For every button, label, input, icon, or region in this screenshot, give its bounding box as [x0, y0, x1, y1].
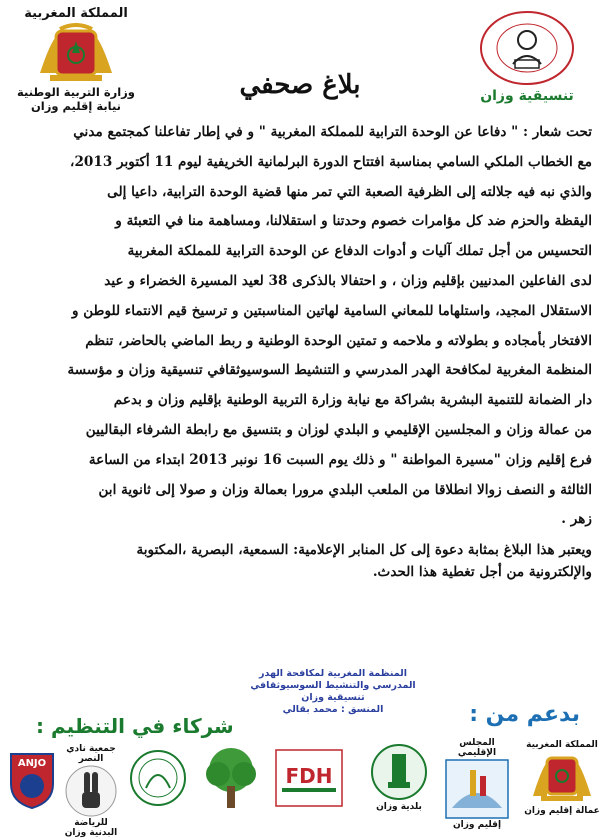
body-line: الثالثة و النصف زوالا انطلاقا من الملعب البلدي مرورا بعمالة وزان و صولا إلى ثانوية ابن: [98, 481, 592, 498]
ministry-header: [6, 6, 146, 113]
body-line: المنظمة المغربية لمكافحة الهدر المدرسي و التنشيط السوسيوثقافي تنسيقية وزان و مؤسسة: [67, 362, 592, 379]
council-logo-caption: إقليم وزان: [452, 820, 502, 830]
hand-peace-icon: [64, 764, 118, 818]
association-logo: [126, 748, 190, 808]
org-seal-icon: [477, 8, 577, 88]
anjo-logo: [6, 748, 58, 810]
municipality-logo: [364, 742, 434, 812]
provincial-council-logo: [440, 738, 514, 830]
municipality-logo-caption: بلدية وزان: [376, 802, 422, 812]
body-line: تحت شعار : " دفاعا عن الوحدة الترابية للمملكة المغربية " و في إطار تفاعلنا كمجتمع مدني: [73, 124, 592, 140]
ministry-office: نيابة إقليم وزان: [30, 99, 122, 113]
stamp-line: المنسق : محمد بقالي: [282, 704, 384, 715]
stamp-line: المدرسي والتنشيط السوسيوثقافي: [250, 680, 416, 691]
province-logo-caption: عمالة إقليم وزان: [524, 806, 600, 816]
body-line: والذي نبه فيه جلالته إلى الظرفية الصعبة التي تمر منها قضية الوحدة الترابية، داعيا إلى: [107, 183, 592, 200]
body-line: اليقظة والحزم ضد كل مؤامرات خصوم وحدتنا و استقلالنا، ومساهمة منا في التعبئة و: [115, 213, 592, 230]
body-line: فرع إقليم وزان "مسيرة المواطنة " و ذلك يوم السبت 16 نونبر 2013 ابتداء من الساعة: [88, 451, 592, 468]
kingdom-label: المملكة المغربية: [24, 6, 128, 21]
org-name: تنسيقية وزان: [480, 88, 574, 104]
body-line: زهر .: [561, 511, 592, 528]
body-line: دار الضمانة للتنمية البشرية بشراكة مع نيابة وزارة التربية الوطنية بإقليم وزان و بدعم: [113, 392, 592, 409]
tree-icon: [198, 744, 264, 814]
body-line: التحسيس من أجل تملك آليات و أدوات الدفاع عن الوحدة الترابية للمملكة المغربية: [127, 243, 592, 260]
coat-of-arms-icon: [30, 23, 122, 83]
press-release-body: [26, 118, 592, 583]
stamp-line: المنظمة المغربية لمكافحة الهدر: [259, 668, 407, 679]
fdh-logo: [272, 748, 346, 808]
body-line: من عمالة وزان و المجلسين الإقليمي و البلدي لوزان و بتنسيق مع رابطة الشرفاء البقاليين: [85, 421, 592, 438]
sports-club-logo: [60, 744, 122, 838]
club-logo-top: جمعية نادي النصر: [66, 744, 116, 764]
support-label: بدعم من :: [469, 702, 580, 727]
club-logo-caption: للرياضة البدنية وزان: [64, 818, 118, 838]
association-emblem-icon: [128, 748, 188, 808]
body-line: لدى الفاعلين المدنيين بإقليم وزان ، و احتفالا بالذكرى 38 لعيد المسيرة الخضراء و عيد: [104, 272, 592, 289]
signature-stamp: [238, 668, 428, 716]
tree-logo: [196, 744, 266, 814]
closing-line: ويعتبر هذا البلاغ بمثابة دعوة إلى كل المنابر الإعلامية: السمعية، البصرية ،المكتوبة: [136, 542, 592, 559]
anjo-text: ANJO: [17, 758, 47, 769]
org-header: [452, 8, 602, 104]
body-line: مع الخطاب الملكي السامي بمناسبة افتتاح الدورة البرلمانية الخريفية ليوم 11 أكتوبر 2013،: [70, 153, 592, 170]
province-logo-top: المملكة المغربية: [526, 740, 598, 750]
stamp-line: تنسيقية وزان: [301, 692, 365, 703]
partners-label: شركاء في التنظيم :: [36, 714, 234, 738]
page-title: بلاغ صحفي: [239, 70, 361, 100]
province-logo: [518, 740, 606, 816]
ministry-name: وزارة التربية الوطنية: [17, 85, 135, 99]
fdh-text: FDH: [285, 764, 333, 788]
council-logo-top: المجلس الإقليمي: [457, 738, 497, 758]
closing-line: والإلكترونية من أجل تغطية هذا الحدث.: [372, 564, 592, 581]
body-line: الافتخار بأمجاده و بطولاته و ملاحمه و تمتين الوحدة الوطنية و ربط الماضي بالحاضر، تنظم: [85, 332, 592, 349]
coat-of-arms-icon: [527, 750, 597, 806]
council-emblem-icon: [444, 758, 510, 820]
body-line: الاستقلال المجيد، واستلهاما للمعاني السامية لهاتين المناسبتين و ترسيخ قيم الانتماء للوطن و: [71, 302, 592, 319]
municipality-emblem-icon: [366, 742, 432, 802]
